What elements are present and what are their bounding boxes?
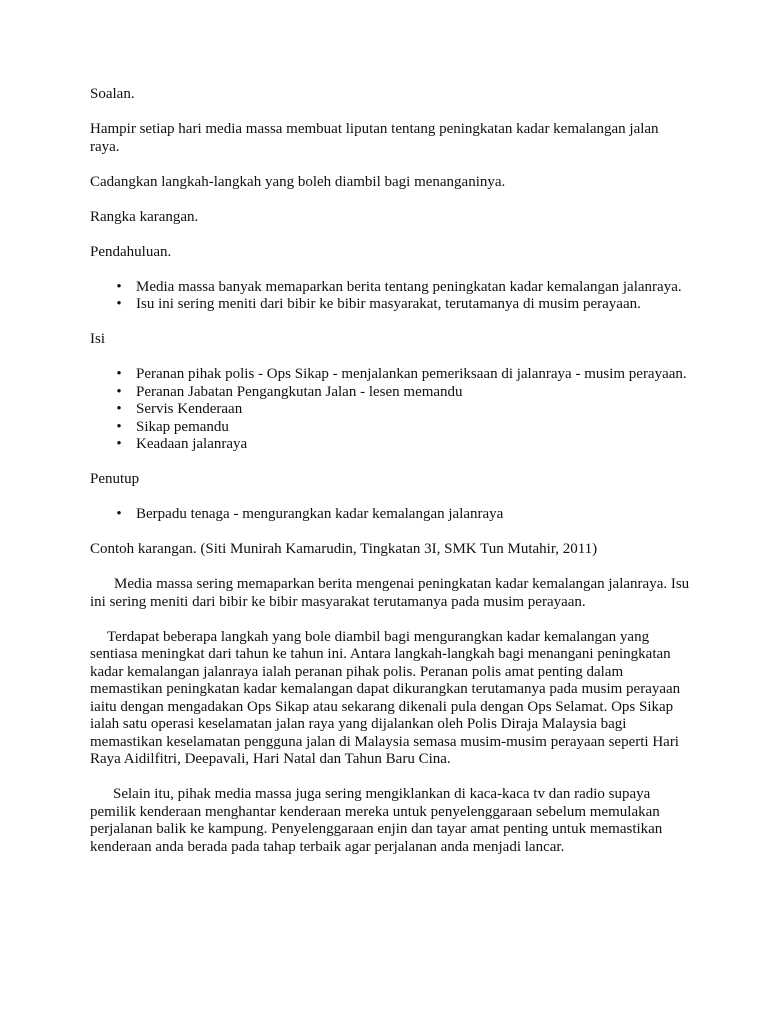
- list-item-text: Servis Kenderaan: [136, 401, 243, 417]
- closing-label: Penutup: [90, 471, 140, 487]
- example-essay-heading: Contoh karangan. (Siti Munirah Kamarudin, Tingkatan 3I, SMK Tun Mutahir, 2011): [90, 541, 598, 557]
- bullet-icon: •: [116, 506, 122, 522]
- intro-label: Pendahuluan.: [90, 243, 172, 260]
- closing-points-list: [90, 506, 690, 524]
- bullet-icon: •: [116, 383, 122, 400]
- document-page: [90, 86, 690, 874]
- bullet-icon: •: [116, 436, 122, 452]
- body-label: Isi: [90, 331, 105, 347]
- bullet-icon: •: [116, 418, 122, 435]
- list-item: [90, 384, 690, 402]
- intro-points-list: [90, 279, 690, 314]
- body-points-list: [90, 366, 690, 454]
- list-item-text: Sikap pemandu: [136, 418, 229, 435]
- bullet-icon: •: [116, 401, 122, 417]
- essay-paragraph-2: Terdapat beberapa langkah yang bole diambil bagi mengurangkan kadar kemalangan yang sentiasa meningkat dari tahun ke tahun ini. Antara langkah-langkah bagi menangani peningkatan kadar kemalangan jalanraya ialah peranan pihak polis. Peranan polis amat penting dalam memastikan peningkatan kadar kemalangan dapat dikurangkan terutamanya pada musim perayaan iaitu dengan mengadakan Ops Sikap atau sekarang dikenali pula dengan Ops Selamat. Ops Sikap ialah satu operasi keselamatan jalan raya yang dijalankan oleh Polis Diraja Malaysia bagi memastikan keselamatan pengguna jalan di Malaysia semasa musim-musim perayaan seperti Hari Raya Aidilfitri, Deepavali, Hari Natal dan Tahun Baru Cina.: [90, 628, 681, 767]
- list-item: [90, 419, 690, 437]
- list-item: [90, 296, 690, 314]
- list-item-text: Peranan Jabatan Pengangkutan Jalan - lesen memandu: [136, 383, 463, 400]
- list-item-text: Berpadu tenaga - mengurangkan kadar kemalangan jalanraya: [136, 506, 504, 522]
- bullet-icon: •: [116, 366, 122, 382]
- list-item: [90, 401, 690, 419]
- list-item-text: Peranan pihak polis - Ops Sikap - menjalankan pemeriksaan di jalanraya - musim perayaan.: [136, 366, 687, 382]
- bullet-icon: •: [116, 278, 122, 295]
- essay-paragraph-3: Selain itu, pihak media massa juga sering mengiklankan di kaca-kaca tv dan radio supaya pemilik kenderaan menghantar kenderaan mereka untuk penyelenggaraan sebelum memulakan perjalanan balik ke kampung. Penyelenggaraan enjin dan tayar amat penting untuk memastikan kenderaan anda berada pada tahap terbaik agar perjalanan anda menjadi lancar.: [90, 786, 663, 855]
- essay-paragraph-1: Media massa sering memaparkan berita mengenai peningkatan kadar kemalangan jalanraya. Isu ini sering meniti dari bibir ke bibir masyarakat terutamanya pada musim perayaan.: [90, 576, 690, 610]
- question-label: Soalan.: [90, 86, 135, 102]
- list-item-text: Keadaan jalanraya: [136, 436, 248, 452]
- question-task: Cadangkan langkah-langkah yang boleh diambil bagi menanganinya.: [90, 173, 506, 190]
- list-item: [90, 279, 690, 297]
- list-item-text: Media massa banyak memaparkan berita tentang peningkatan kadar kemalangan jalanraya.: [136, 278, 682, 295]
- list-item: [90, 506, 690, 524]
- question-text: Hampir setiap hari media massa membuat liputan tentang peningkatan kadar kemalangan jalan raya.: [90, 121, 659, 155]
- list-item: [90, 366, 690, 384]
- outline-label: Rangka karangan.: [90, 208, 199, 225]
- list-item: [90, 436, 690, 454]
- list-item-text: Isu ini sering meniti dari bibir ke bibir masyarakat, terutamanya di musim perayaan.: [136, 296, 641, 312]
- bullet-icon: •: [116, 296, 122, 312]
